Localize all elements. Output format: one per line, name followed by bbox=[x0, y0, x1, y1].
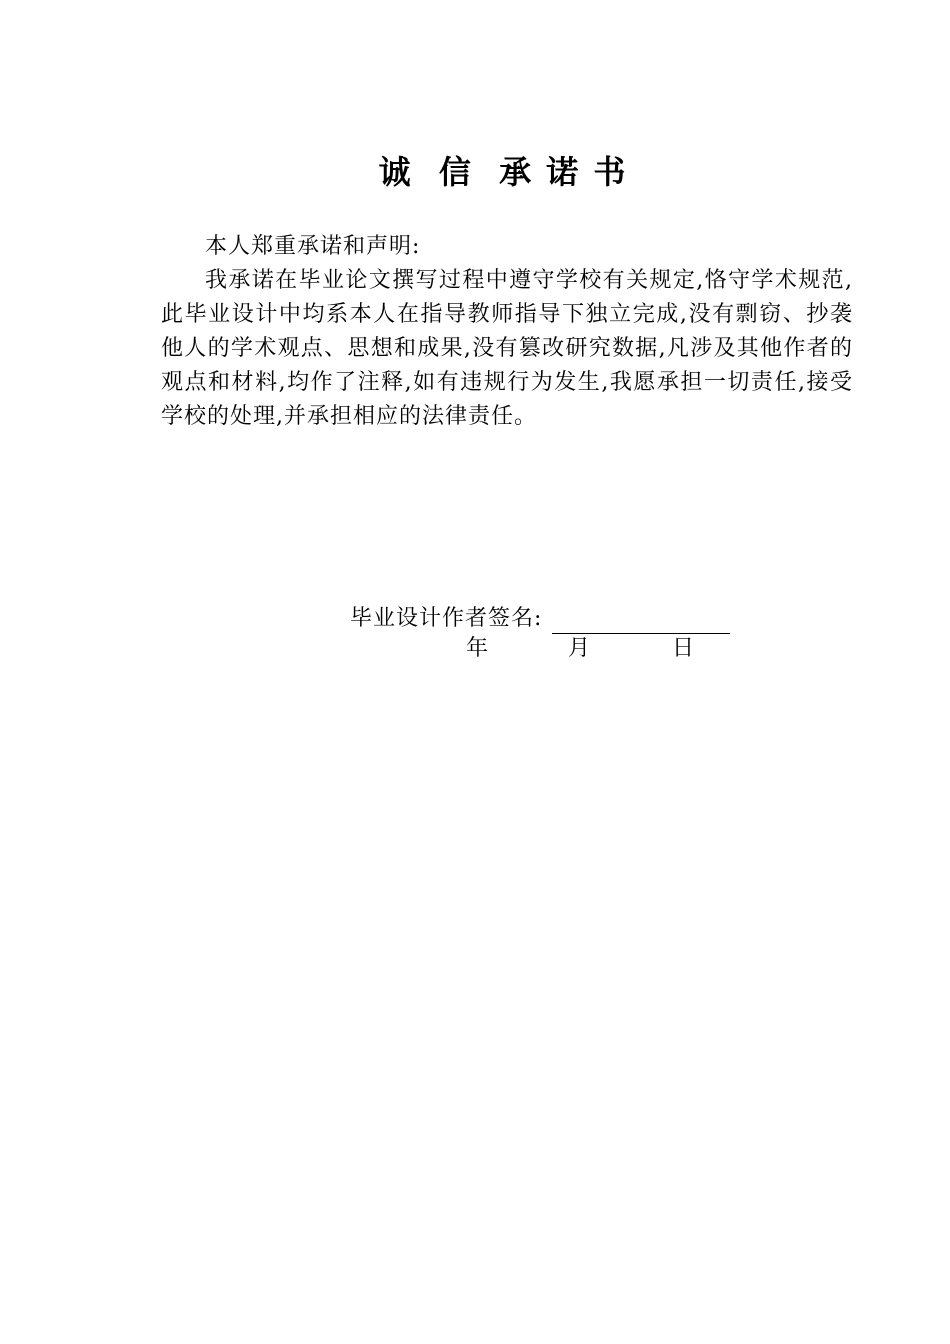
statement-paragraph: 我承诺在毕业论文撰写过程中遵守学校有关规定,恪守学术规范,此毕业设计中均系本人在指导教师指导下独立完成,没有剽窃、抄袭他人的学术观点、思想和成果,没有篡改研究数据,凡涉及其他作者的观点和材料,均作了注释,如有违规行为发生,我愿承担一切责任,接受学校的处理,并承担相应的法律责任。 bbox=[161, 268, 853, 429]
signature-line bbox=[552, 607, 730, 634]
signature-block bbox=[350, 604, 770, 664]
date-row bbox=[350, 634, 770, 664]
signature-label: 毕业设计作者签名: bbox=[350, 606, 543, 631]
date-year-label: 年 bbox=[466, 636, 489, 661]
intro-paragraph: 本人郑重承诺和声明: bbox=[205, 234, 421, 259]
document-title: 诚 信 承 诺 书 bbox=[378, 153, 628, 191]
document-body bbox=[161, 230, 853, 434]
signature-row bbox=[350, 604, 770, 634]
date-day-label: 日 bbox=[672, 636, 695, 661]
date-month-label: 月 bbox=[568, 636, 591, 661]
